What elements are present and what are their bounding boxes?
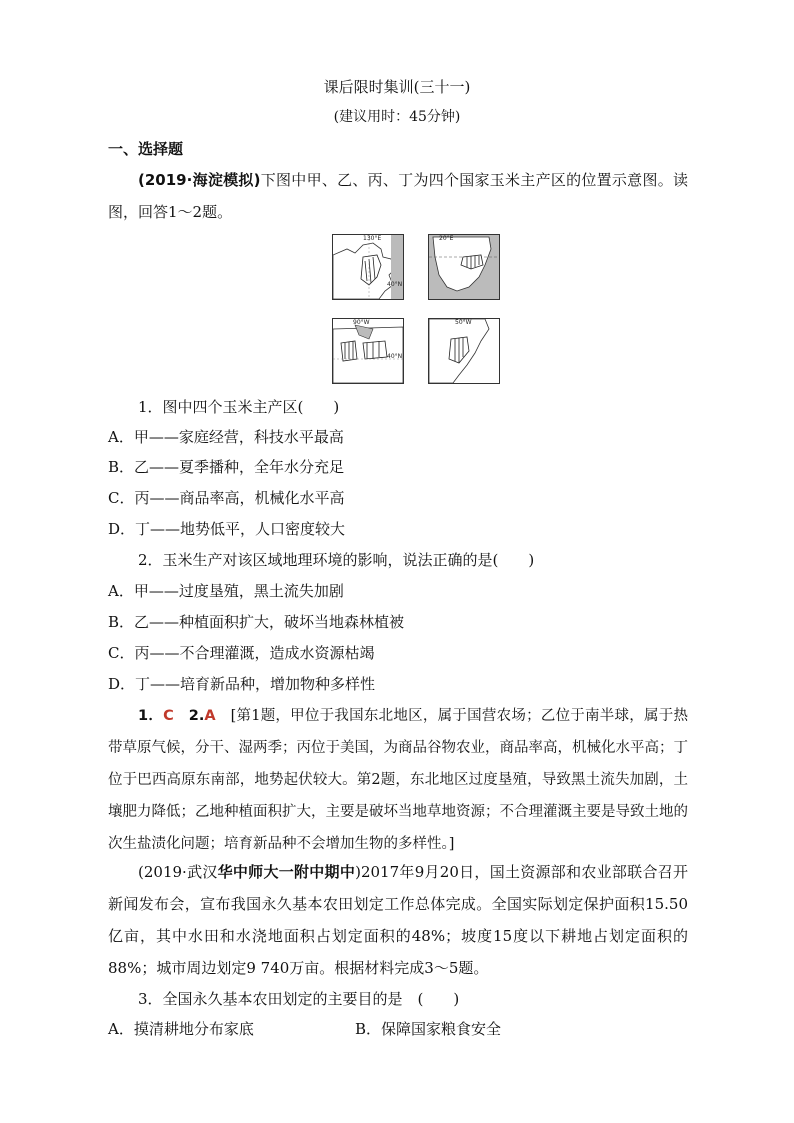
map-jia	[332, 234, 404, 300]
question-2-option-c: C．丙——不合理灌溉，造成水资源枯竭	[108, 644, 375, 662]
question-3-stem: 3．全国永久基本农田划定的主要目的是 ( )	[138, 990, 460, 1008]
corn-regions-figure	[332, 234, 500, 384]
map-label: 50°W	[455, 319, 472, 326]
question-2-option-a: A．甲——过度垦殖，黑土流失加剧	[108, 582, 344, 600]
section-heading: 一、选择题	[108, 140, 184, 158]
source-label-bold: 华中师大一附中期中	[217, 863, 356, 881]
page-subtitle: (建议用时：45分钟)	[333, 109, 461, 125]
question-1-option-c: C．丙——商品率高，机械化水平高	[108, 489, 345, 507]
answer-text: [第1题，甲位于我国东北地区，属于国营农场；乙位于南半球，属于热带草原气候，分干、湿两季；丙位于美国，为商品谷物农业，商品率高，机械化水平高；丁位于巴西高原东南部，地势起伏较大。第2题，东北地区过度垦殖，导致黑土流失加剧，土壤肥力降低；乙地种植面积扩大，主要是破坏当地草地资源；不合理灌溉主要是导致土地的次生盐渍化问题；培育新品种不会增加生物的多样性。]	[108, 708, 689, 852]
source-label: (2019·武汉	[138, 863, 218, 881]
page-title: 课后限时集训(三十一)	[323, 78, 471, 96]
intro-text: 下图中甲、乙、丙、丁为四个国家玉米主产区的位置示意图。读图，回答1～2题。	[108, 171, 688, 221]
map-label: 40°N	[387, 353, 403, 360]
intro-paragraph-2: (2019·武汉华中师大一附中期中)2017年9月20日，国土资源部和农业部联合召开新闻发布会，宣布我国永久基本农田划定工作总体完成。全国实际划定保护面积15.50亿亩，其中水田和水浇地面积占划定面积的48%；坡度15度以下耕地占划定面积的88%；城市周边划定9 740万亩。根据材料完成3～5题。	[108, 863, 688, 977]
question-2-option-b: B．乙——种植面积扩大，破坏当地森林植被	[108, 613, 405, 631]
intro-text: 2017年9月20日，国土资源部和农业部联合召开新闻发布会，宣布我国永久基本农田划定工作总体完成。全国实际划定保护面积15.50亿亩，其中水田和水浇地面积占划定面积的48%；坡度15度以下耕地占划定面积的88%；城市周边划定9 740万亩。根据材料完成3～5题。	[108, 863, 688, 977]
question-1-stem: 1．图中四个玉米主产区( )	[138, 398, 340, 416]
map-label: 40°N	[387, 281, 403, 288]
answer-explanation-1-2: 1．C 2.A [第1题，甲位于我国东北地区，属于国营农场；乙位于南半球，属于热带草原气候，分干、湿两季；丙位于美国，为商品谷物农业，商品率高，机械化水平高；丁位于巴西高原东南部，地势起伏较大。第2题，东北地区过度垦殖，导致黑土流失加剧，土壤肥力降低；乙地种植面积扩大，主要是破坏当地草地资源；不合理灌溉主要是导致土地的次生盐渍化问题；培育新品种不会增加生物的多样性。]	[108, 708, 689, 852]
question-1-option-a: A．甲——家庭经营，科技水平最高	[108, 428, 344, 446]
question-1-option-b: B．乙——夏季播种，全年水分充足	[108, 458, 345, 476]
map-label: 90°W	[353, 319, 370, 326]
map-ding	[428, 318, 500, 384]
answer-1: C	[163, 708, 174, 724]
question-3-option-a: A．摸清耕地分布家底	[108, 1020, 254, 1038]
answer-2: A	[204, 708, 216, 724]
map-label: 130°E	[363, 235, 382, 242]
map-label: 20°E	[439, 235, 454, 242]
question-2-stem: 2．玉米生产对该区域地理环境的影响，说法正确的是( )	[138, 551, 535, 569]
source-label: (2019·海淀模拟)	[138, 171, 261, 189]
map-yi	[428, 234, 500, 300]
map-bing	[332, 318, 404, 384]
question-3-option-b: B．保障国家粮食安全	[355, 1020, 502, 1038]
question-2-option-d: D．丁——培育新品种，增加物种多样性	[108, 675, 376, 693]
intro-paragraph-1	[108, 164, 688, 228]
question-1-option-d: D．丁——地势低平，人口密度较大	[108, 520, 346, 538]
